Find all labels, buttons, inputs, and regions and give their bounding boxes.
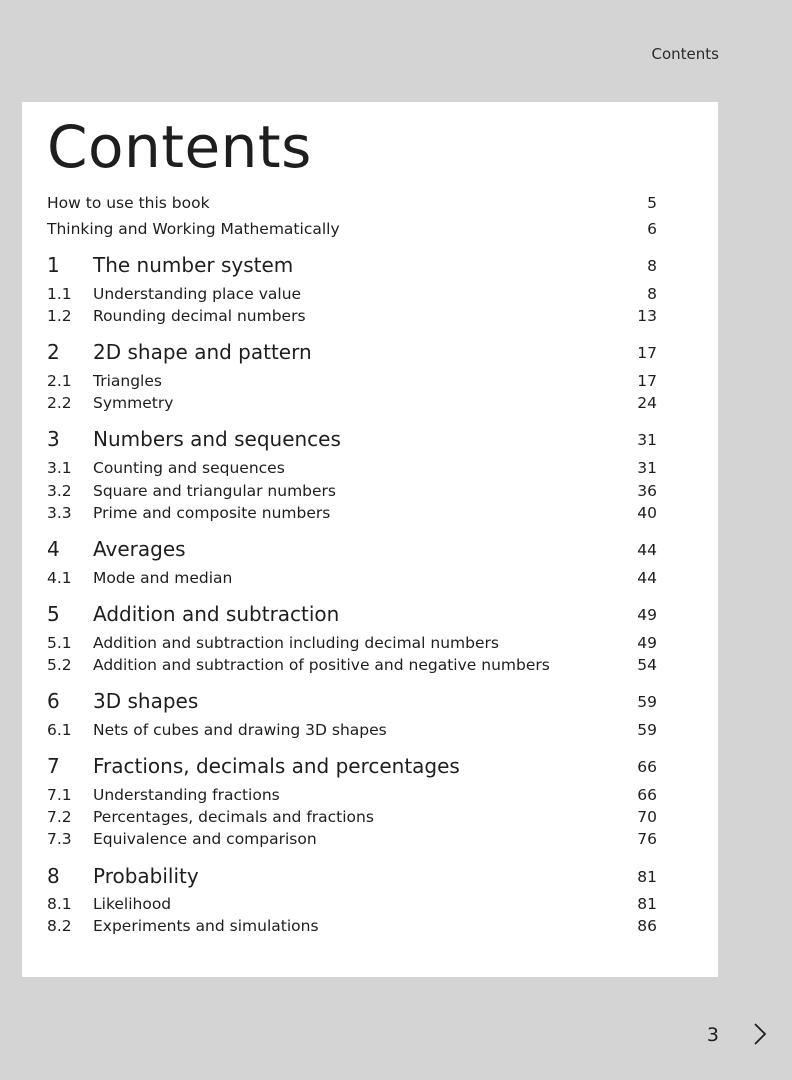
- toc-chapter-row[interactable]: [47, 427, 657, 449]
- section-title: Counting and sequences: [93, 459, 285, 477]
- toc-page-number: 86: [637, 917, 657, 935]
- toc-page-number: 17: [637, 372, 657, 390]
- section-title: Nets of cubes and drawing 3D shapes: [93, 721, 387, 739]
- toc-page-number: 36: [637, 482, 657, 500]
- toc-page-number: 66: [637, 758, 657, 776]
- chapter-number: 4: [47, 537, 60, 561]
- toc-page-number: 24: [637, 394, 657, 412]
- section-title: Experiments and simulations: [93, 917, 319, 935]
- toc-intro-label: Thinking and Working Mathematically: [47, 220, 340, 238]
- toc-section-row[interactable]: [47, 634, 657, 656]
- chapter-title: Averages: [93, 537, 186, 561]
- toc-page-number: 17: [637, 344, 657, 362]
- toc-section-row[interactable]: [47, 917, 657, 939]
- toc-section-row[interactable]: [47, 656, 657, 678]
- chevron-right-icon[interactable]: [752, 1022, 768, 1046]
- toc-section-row[interactable]: [47, 569, 657, 591]
- toc-intro-row[interactable]: [47, 220, 657, 242]
- chapter-title: Addition and subtraction: [93, 602, 340, 626]
- section-title: Likelihood: [93, 895, 172, 913]
- chapter-number: 3: [47, 427, 60, 451]
- section-title: Equivalence and comparison: [93, 830, 317, 848]
- toc-page-number: 81: [637, 895, 657, 913]
- toc-page-number: 54: [637, 656, 657, 674]
- toc-section-row[interactable]: [47, 504, 657, 526]
- toc-page-number: 44: [637, 541, 657, 559]
- section-number: 3.2: [47, 482, 72, 500]
- toc-page-number: 76: [637, 830, 657, 848]
- toc-section-row[interactable]: [47, 482, 657, 504]
- toc-section-row[interactable]: [47, 830, 657, 852]
- chapter-title: 3D shapes: [93, 689, 199, 713]
- chapter-title: Probability: [93, 864, 199, 888]
- section-number: 7.2: [47, 808, 72, 826]
- toc-intro-row[interactable]: [47, 194, 657, 216]
- toc-section-row[interactable]: [47, 786, 657, 808]
- chapter-number: 6: [47, 689, 60, 713]
- chapter-number: 2: [47, 340, 60, 364]
- chapter-number: 5: [47, 602, 60, 626]
- section-number: 7.1: [47, 786, 72, 804]
- toc-section-row[interactable]: [47, 307, 657, 329]
- section-number: 3.1: [47, 459, 72, 477]
- chapter-number: 8: [47, 864, 60, 888]
- toc-page-number: 66: [637, 786, 657, 804]
- toc-chapter-row[interactable]: [47, 602, 657, 624]
- section-number: 6.1: [47, 721, 72, 739]
- section-number: 1.1: [47, 285, 72, 303]
- toc-page-number: 5: [647, 194, 657, 212]
- toc-page-number: 6: [647, 220, 657, 238]
- page-title: Contents: [47, 113, 312, 181]
- toc-page-number: 70: [637, 808, 657, 826]
- toc-section-row[interactable]: [47, 895, 657, 917]
- section-title: Percentages, decimals and fractions: [93, 808, 374, 826]
- toc-chapter-row[interactable]: [47, 340, 657, 362]
- toc-page-number: 44: [637, 569, 657, 587]
- toc-page-number: 49: [637, 634, 657, 652]
- toc-page-number: 49: [637, 606, 657, 624]
- section-number: 5.2: [47, 656, 72, 674]
- section-number: 5.1: [47, 634, 72, 652]
- toc-section-row[interactable]: [47, 372, 657, 394]
- section-title: Prime and composite numbers: [93, 504, 331, 522]
- section-number: 8.2: [47, 917, 72, 935]
- section-title: Rounding decimal numbers: [93, 307, 306, 325]
- toc-page-number: 8: [647, 285, 657, 303]
- section-number: 3.3: [47, 504, 72, 522]
- toc-section-row[interactable]: [47, 459, 657, 481]
- section-title: Understanding place value: [93, 285, 302, 303]
- toc-page-number: 8: [647, 257, 657, 275]
- section-title: Square and triangular numbers: [93, 482, 336, 500]
- toc-section-row[interactable]: [47, 285, 657, 307]
- section-number: 4.1: [47, 569, 72, 587]
- section-number: 2.1: [47, 372, 72, 390]
- page-number: 3: [706, 1024, 719, 1046]
- toc-chapter-row[interactable]: [47, 689, 657, 711]
- section-title: Symmetry: [93, 394, 174, 412]
- section-number: 7.3: [47, 830, 72, 848]
- toc-chapter-row[interactable]: [47, 253, 657, 275]
- chapter-number: 1: [47, 253, 60, 277]
- toc-section-row[interactable]: [47, 721, 657, 743]
- toc-chapter-row[interactable]: [47, 537, 657, 559]
- toc-page-number: 13: [637, 307, 657, 325]
- toc-chapter-row[interactable]: [47, 754, 657, 776]
- section-title: Mode and median: [93, 569, 233, 587]
- toc-page-number: 81: [637, 868, 657, 886]
- chapter-number: 7: [47, 754, 60, 778]
- section-number: 8.1: [47, 895, 72, 913]
- contents-panel: [22, 102, 718, 977]
- section-number: 2.2: [47, 394, 72, 412]
- toc-page-number: 31: [637, 431, 657, 449]
- section-title: Understanding fractions: [93, 786, 280, 804]
- toc-section-row[interactable]: [47, 394, 657, 416]
- chapter-title: The number system: [93, 253, 294, 277]
- section-title: Triangles: [93, 372, 162, 390]
- chapter-title: 2D shape and pattern: [93, 340, 312, 364]
- section-title: Addition and subtraction including decimal numbers: [93, 634, 499, 652]
- chapter-title: Numbers and sequences: [93, 427, 341, 451]
- toc-intro-label: How to use this book: [47, 194, 210, 212]
- toc-page-number: 31: [637, 459, 657, 477]
- section-number: 1.2: [47, 307, 72, 325]
- chapter-title: Fractions, decimals and percentages: [93, 754, 460, 778]
- toc-page-number: 40: [637, 504, 657, 522]
- section-title: Addition and subtraction of positive and negative numbers: [93, 656, 550, 674]
- toc-page-number: 59: [637, 693, 657, 711]
- toc-chapter-row[interactable]: [47, 864, 657, 886]
- running-head: Contents: [651, 45, 719, 63]
- toc-page-number: 59: [637, 721, 657, 739]
- toc-section-row[interactable]: [47, 808, 657, 830]
